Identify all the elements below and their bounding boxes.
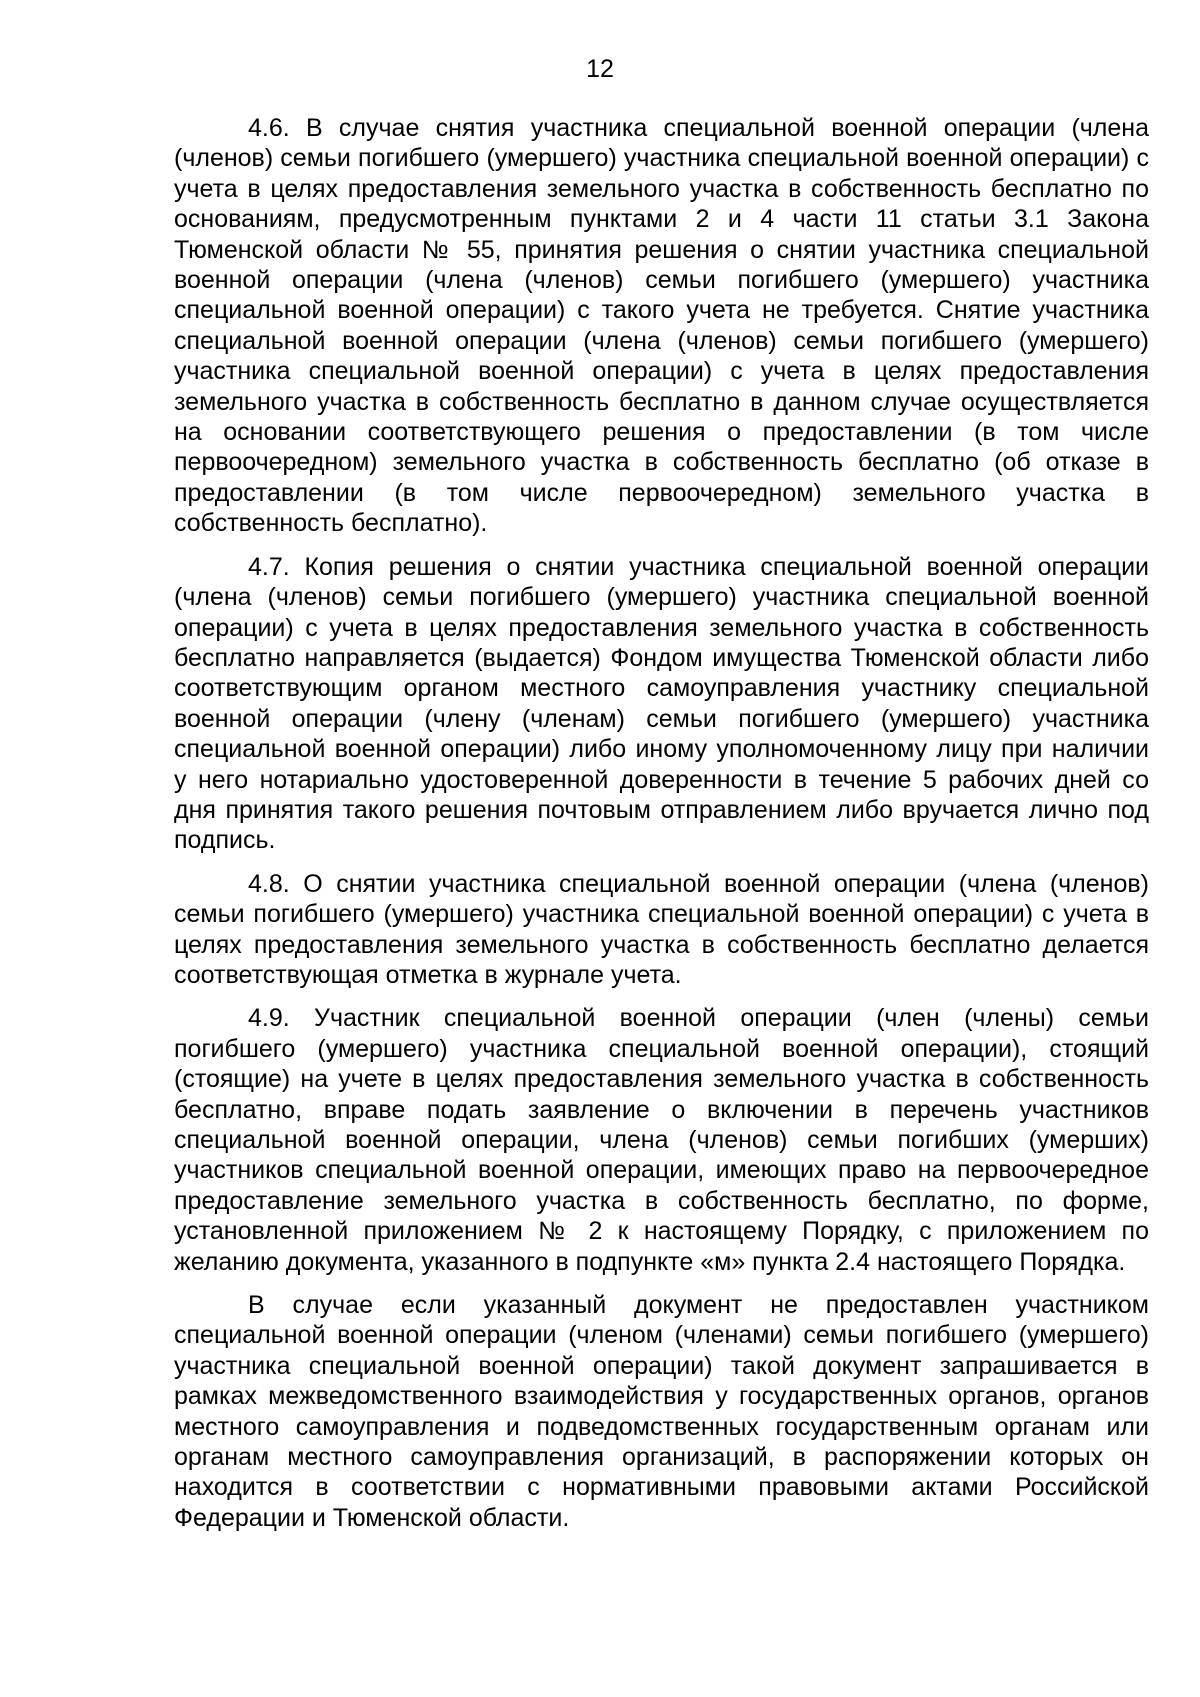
- page-number: 12: [586, 55, 614, 83]
- paragraph-4-9: 4.9. Участник специальной военной операции (член (члены) семьи погибшего (умершего) участника специальной военной операции), стоящий (стоящие) на учете в целях предоставления земельного участка в собственность бесплатно, вправе подать заявление о включении в перечень участников специальной военной операции, члена (членов) семьи погибших (умерших) участников специальной военной операции, имеющих право на первоочередное предоставление земельного участка в собственность бесплатно, по форме, установленной приложением № 2 к настоящему Порядку, с приложением по желанию документа, указанного в подпункте «м» пункта 2.4 настоящего Порядка.: [174, 1004, 1149, 1276]
- paragraph-4-9-continuation: В случае если указанный документ не предоставлен участником специальной военной операции (членом (членами) семьи погибшего (умершего) участника специальной военной операции) такой документ запрашивается в рамках межведомственного взаимодействия у государственных органов, органов местного самоуправления и подведомственных государственным органам или органам местного самоуправления организаций, в распоряжении которых он находится в соответствии с нормативными правовыми актами Российской Федерации и Тюменской области.: [174, 1291, 1149, 1532]
- paragraph-4-8: 4.8. О снятии участника специальной военной операции (члена (членов) семьи погибшего (умершего) участника специальной военной операции) с учета в целях предоставления земельного участка в собственность бесплатно делается соответствующая отметка в журнале учета.: [174, 869, 1149, 989]
- paragraph-4-6: 4.6. В случае снятия участника специальной военной операции (члена (членов) семьи погибшего (умершего) участника специальной военной операции) с учета в целях предоставления земельного участка в собственность бесплатно по основаниям, предусмотренным пунктами 2 и 4 части 11 статьи 3.1 Закона Тюменской области № 55, принятия решения о снятии участника специальной военной операции (члена (членов) семьи погибшего (умершего) участника специальной военной операции) с такого учета не требуется. Снятие участника специальной военной операции (члена (членов) семьи погибшего (умершего) участника специальной военной операции) с учета в целях предоставления земельного участка в собственность бесплатно в данном случае осуществляется на основании соответствующего решения о предоставлении (в том числе первоочередном) земельного участка в собственность бесплатно (об отказе в предоставлении (в том числе первоочередном) земельного участка в собственность бесплатно).: [174, 114, 1149, 538]
- paragraph-4-7: 4.7. Копия решения о снятии участника специальной военной операции (члена (членов) семьи погибшего (умершего) участника специальной военной операции) с учета в целях предоставления земельного участка в собственность бесплатно направляется (выдается) Фондом имущества Тюменской области либо соответствующим органом местного самоуправления участнику специальной военной операции (члену (членам) семьи погибшего (умершего) участника специальной военной операции) либо иному уполномоченному лицу при наличии у него нотариально удостоверенной доверенности в течение 5 рабочих дней со дня принятия такого решения почтовым отправлением либо вручается лично под подпись.: [174, 552, 1149, 855]
- document-body: [174, 113, 1149, 1546]
